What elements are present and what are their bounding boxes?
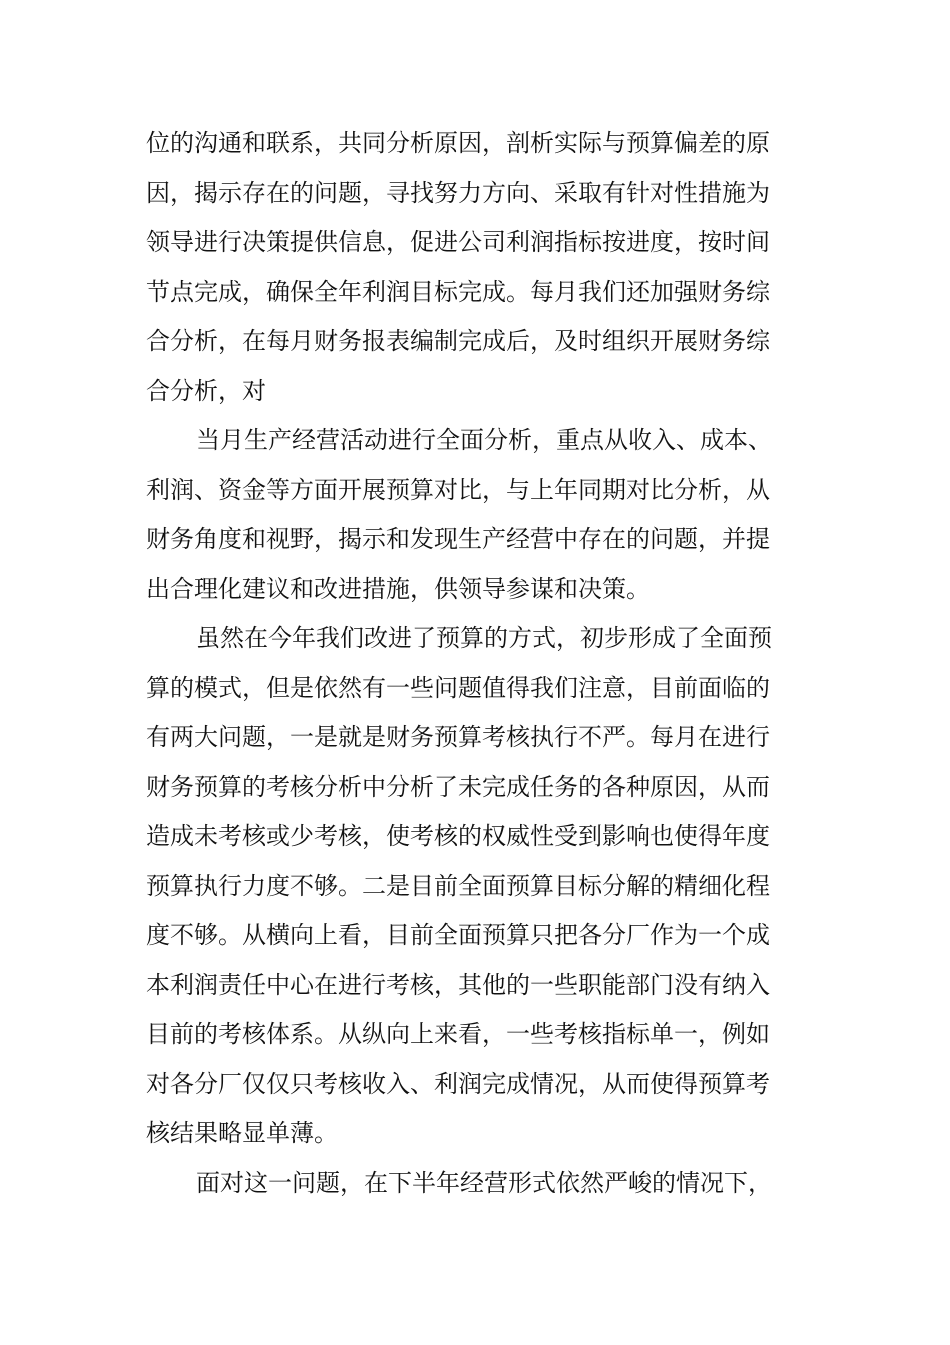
text-line: 有两大问题，一是就是财务预算考核执行不严。每月在进行 (146, 723, 770, 751)
text-line: 面对这一问题，在下半年经营形式依然严峻的情况下， (196, 1168, 772, 1197)
text-line: 预算执行力度不够。二是目前全面预算目标分解的精细化程 (146, 871, 770, 900)
body-text (146, 119, 772, 1208)
text-line: 合分析，对 (146, 376, 266, 405)
text-line: 目前的考核体系。从纵向上来看，一些考核指标单一，例如 (146, 1020, 770, 1048)
text-line: 虽然在今年我们改进了预算的方式，初步形成了全面预 (196, 624, 772, 652)
text-line: 核结果略显单薄。 (146, 1119, 338, 1147)
text-line: 合分析，在每月财务报表编制完成后，及时组织开展财务综 (146, 327, 770, 355)
text-line: 节点完成，确保全年利润目标完成。每月我们还加强财务综 (146, 277, 770, 306)
text-line: 对各分厂仅仅只考核收入、利润完成情况，从而使得预算考 (146, 1069, 770, 1098)
text-line: 当月生产经营活动进行全面分析，重点从收入、成本、 (196, 426, 772, 454)
paragraph-2 (146, 416, 772, 614)
paragraph-3 (146, 614, 772, 1159)
text-line: 算的模式，但是依然有一些问题值得我们注意，目前面临的 (146, 673, 770, 702)
text-line: 度不够。从横向上看，目前全面预算只把各分厂作为一个成 (146, 921, 770, 949)
text-line: 出合理化建议和改进措施，供领导参谋和决策。 (146, 574, 650, 603)
paragraph-1 (146, 119, 770, 416)
text-line: 因，揭示存在的问题，寻找努力方向、采取有针对性措施为 (146, 178, 770, 207)
text-line: 位的沟通和联系，共同分析原因，剖析实际与预算偏差的原 (146, 129, 770, 157)
text-line: 财务角度和视野，揭示和发现生产经营中存在的问题，并提 (146, 525, 770, 553)
text-line: 本利润责任中心在进行考核，其他的一些职能部门没有纳入 (146, 970, 770, 999)
paragraph-4 (146, 1159, 772, 1209)
text-line: 利润、资金等方面开展预算对比，与上年同期对比分析，从 (146, 475, 770, 504)
text-line: 造成未考核或少考核，使考核的权威性受到影响也使得年度 (146, 822, 770, 850)
text-line: 财务预算的考核分析中分析了未完成任务的各种原因，从而 (146, 772, 770, 801)
text-line: 领导进行决策提供信息，促进公司利润指标按进度，按时间 (146, 228, 770, 256)
